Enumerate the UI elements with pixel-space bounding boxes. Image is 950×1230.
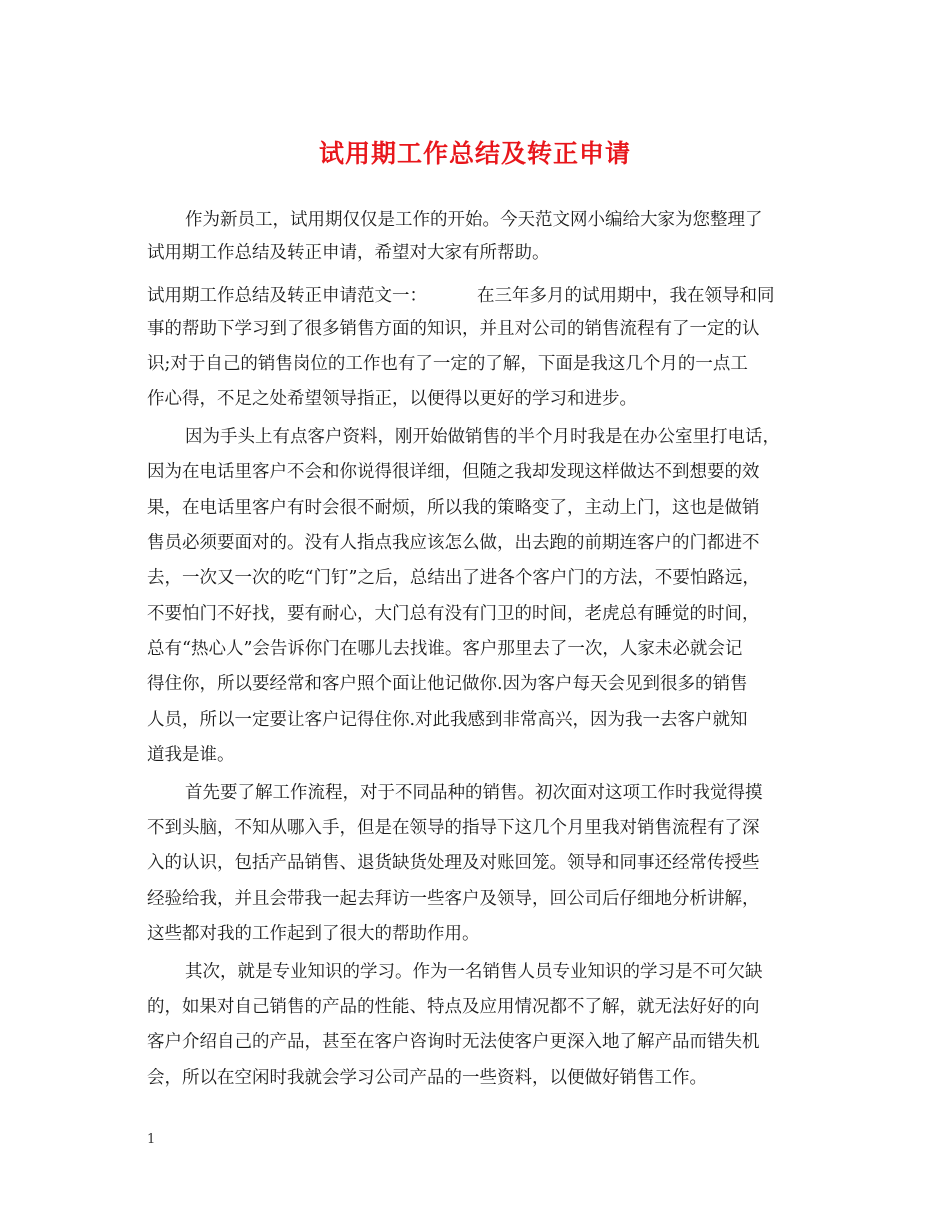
document-title: 试用期工作总结及转正申请 bbox=[318, 139, 631, 168]
page-number: 1 bbox=[147, 1132, 156, 1147]
text-line: 人员，所以一定要让客户记得住你.对此我感到非常高兴，因为我一去客户就知 bbox=[147, 710, 748, 730]
text-line bbox=[147, 285, 775, 307]
text-line: 经验给我，并且会带我一起去拜访一些客户及领导，回公司后仔细地分析讲解， bbox=[147, 889, 760, 909]
text-line: 识;对于自己的销售岗位的工作也有了一定的了解，下面是我这几个月的一点工 bbox=[147, 354, 748, 374]
text-line: 作心得，不足之处希望领导指正，以便得以更好的学习和进步。 bbox=[147, 389, 637, 409]
text-line: 入的认识，包括产品销售、退货缺货处理及对账回笼。领导和同事还经常传授些 bbox=[147, 853, 760, 873]
text-line: 去，一次又一次的吃“门钉”之后，总结出了进各个客户门的方法，不要怕路远， bbox=[147, 568, 760, 588]
text-line: 总有“热心人”会告诉你门在哪儿去找谁。客户那里去了一次，人家未必就会记 bbox=[147, 639, 743, 659]
text-line: 售员必须要面对的。没有人指点我应该怎么做，出去跑的前期连客户的门都进不 bbox=[147, 533, 760, 553]
text-line: 因为在电话里客户不会和你说得很详细，但随之我却发现这样做达不到想要的效 bbox=[147, 462, 760, 482]
text-line: 不要怕门不好找，要有耐心，大门总有没有门卫的时间，老虎总有睡觉的时间， bbox=[147, 604, 760, 624]
text-line: 的，如果对自己销售的产品的性能、特点及应用情况都不了解，就无法好好的向 bbox=[147, 997, 760, 1017]
text-line-continuation: 在三年多月的试用期中，我在领导和同 bbox=[477, 286, 775, 306]
text-line: 其次，就是专业知识的学习。作为一名销售人员专业知识的学习是不可欠缺 bbox=[185, 962, 763, 982]
text-line: 事的帮助下学习到了很多销售方面的知识，并且对公司的销售流程有了一定的认 bbox=[147, 319, 760, 339]
text-line: 这些都对我的工作起到了很大的帮助作用。 bbox=[147, 924, 480, 944]
text-line: 因为手头上有点客户资料，刚开始做销售的半个月时我是在办公室里打电话， bbox=[185, 427, 780, 447]
text-line: 不到头脑，不知从哪入手，但是在领导的指导下这几个月里我对销售流程有了深 bbox=[147, 818, 760, 838]
text-line: 首先要了解工作流程，对于不同品种的销售。初次面对这项工作时我觉得摸 bbox=[185, 783, 763, 803]
text-line: 客户介绍自己的产品，甚至在客户咨询时无法使客户更深入地了解产品而错失机 bbox=[147, 1032, 760, 1052]
text-line: 试用期工作总结及转正申请，希望对大家有所帮助。 bbox=[147, 243, 550, 263]
sample-heading: 试用期工作总结及转正申请范文一： bbox=[147, 286, 427, 306]
text-line: 果，在电话里客户有时会很不耐烦，所以我的策略变了，主动上门，这也是做销 bbox=[147, 498, 760, 518]
text-line: 作为新员工，试用期仅仅是工作的开始。今天范文网小编给大家为您整理了 bbox=[185, 210, 763, 230]
text-line: 道我是谁。 bbox=[147, 745, 235, 765]
text-line: 会，所以在空闲时我就会学习公司产品的一些资料，以便做好销售工作。 bbox=[147, 1068, 707, 1088]
text-line: 得住你，所以要经常和客户照个面让他记做你.因为客户每天会见到很多的销售 bbox=[147, 674, 748, 694]
